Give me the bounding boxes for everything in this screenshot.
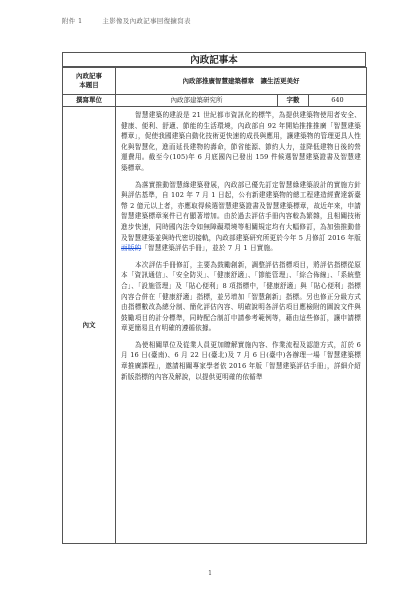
paragraph-2-text-a: 為落實推動智慧綠建築發展，內政部已優先訂定智慧綠建築設計的實施方針與評估基準，自 102 年 7 月 1 日起，公有新建建築物的總工程建造經費達新臺幣 2 億元以上者，亦應取得候選智慧建築證書及智慧建築標章，故近年來，申請智慧建築標章案件已有顯著增加。由於過去評估手冊內容較為繁雜，且相關技術進步快速，同時國內法令如無障礙環境等相關規定均有大幅修訂，為加強推動普及智慧建築並與時代密切接軌，內政部建築研究所更於今年 5 月修訂 2016 年版 bbox=[121, 180, 361, 242]
subject-row bbox=[63, 68, 367, 95]
count-label: 字數 bbox=[278, 95, 309, 107]
count-value: 640 bbox=[309, 95, 367, 107]
paragraph-2 bbox=[121, 180, 361, 254]
content-body bbox=[116, 107, 367, 544]
paragraph-4: 為使相關單位及從業人員更加瞭解實施內容、作業流程及認證方式，訂於 6 月 16 日(臺南)、6 月 22 日(臺北)及 7 月 6 日(臺中)各辦理一場「智慧建築標章推廣課程」，邀請相關專家學者依 2016 年版「智慧建築評估手冊」，詳細介紹新版指標的內容及解說，以提供更明確的依循準 bbox=[121, 340, 361, 381]
content-row bbox=[63, 107, 367, 544]
unit-value: 內政部建築研究所 bbox=[116, 95, 278, 107]
unit-row bbox=[63, 95, 367, 107]
paragraph-3: 本次評估手冊修訂，主要為鼓勵創新，調整評估指標項目，將評估指標從原本「資訊通信」、「安全防災」、「健康舒適」、「節能管理」、「綜合佈線」、「系統整合」、「設施管理」及「貼心便利」8 項指標中，「健康舒適」與「貼心便利」指標內容合併在「健康舒適」指標，並另增加「智慧創新」指標。另也修正分級方式由指標數改為總分制、簡化評估內容、明確說明各評估項目應檢附的圖說文件與鼓勵項目的計分標準，同時配合制訂申請參考範例等，藉由這些修訂，讓申請標章更簡易且有明確的遵循依據。 bbox=[121, 260, 361, 333]
unit-label: 撰寫單位 bbox=[63, 95, 116, 107]
page-number: 1 bbox=[208, 570, 212, 577]
content-label: 內文 bbox=[63, 107, 116, 544]
paragraph-1: 智慧建築的建設是 21 世紀都市資訊化的標竿，為提供建築物使用者安全、健康、便利、舒適、節能的生活環境，內政部自 92 年開始推推推廣「智慧建築標章」，促使我國建築自動化技術更快速的成長與應用，讓建築物的管理更具人性化與智慧化，進而延長建物的壽命，節省能源、節約人力，並降低建物日後的營運費用。截至今(105)年 6 月底國內已發出 159 件候選智慧建築證書及智慧建築標章。 bbox=[121, 111, 361, 172]
document-title: 內政記事本 bbox=[62, 52, 366, 67]
page-header bbox=[62, 16, 191, 25]
subject-value: 內政部推廣智慧建築標章 讓生活更美好 bbox=[116, 68, 367, 95]
subject-label-line2: 本題目 bbox=[79, 81, 99, 89]
content-table bbox=[62, 67, 367, 544]
header-caption: 主影像及內政記事回復擴寫表 bbox=[102, 17, 191, 25]
struck-revision: 面版的 bbox=[121, 244, 142, 253]
subject-label-cell bbox=[63, 68, 116, 95]
subject-label-line1: 內政記事 bbox=[76, 72, 102, 80]
paragraph-2-text-b: 「智慧建築評估手冊」，並於 7 月 1 日實施。 bbox=[141, 244, 277, 253]
attachment-label: 附件 1 bbox=[62, 17, 83, 25]
